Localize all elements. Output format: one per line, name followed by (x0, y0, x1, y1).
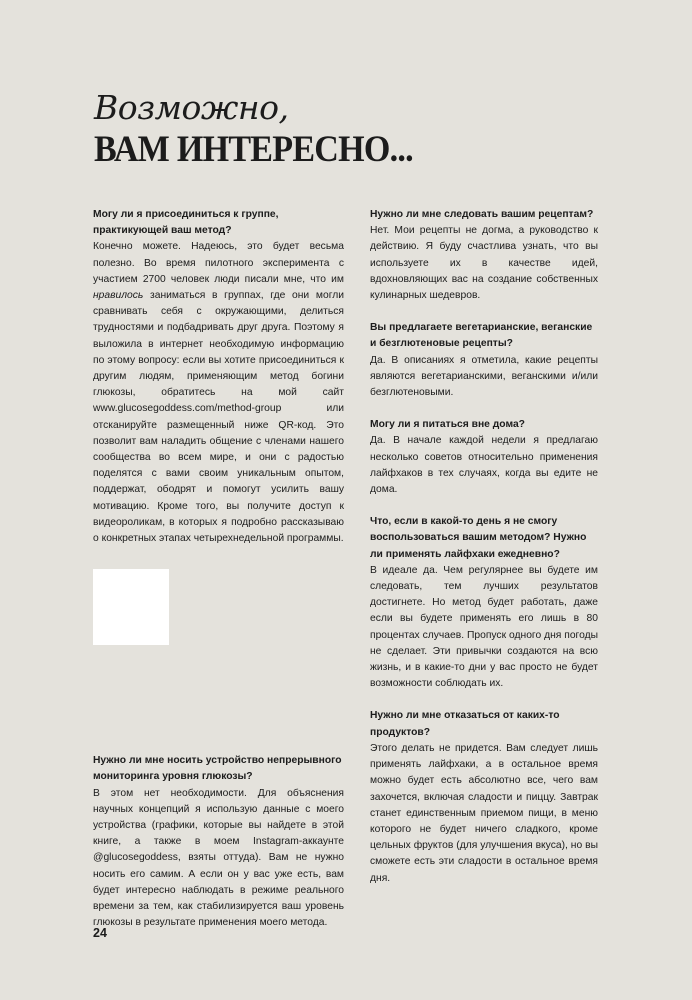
faq-item-give-up-foods (370, 708, 598, 886)
faq-answer: В идеале да. Чем регулярнее вы будете им следовать, тем лучших результатов достигнете. Но метод будет работать, даже если вы будете применять его лишь в 80 процентах случаев. Пропуск одного дня погоды не сделает. Эти привычки создаются на всю жизнь, и в какие-то дни у вас просто не будет возможности соблюдать их. (370, 564, 598, 690)
heading-line-1: Возможно, (94, 88, 289, 127)
faq-item-eating-out (370, 417, 598, 498)
faq-item-recipes (370, 207, 598, 304)
answer-text: заниматься в группах, где они могли сравнивать себя с окружающими, делиться трудностями и подбадривать друг друга. Поэтому я выложила в интернет необходимую информацию по этому вопросу: если вы хотите присоединиться к другим людям, применяющим метод богини глюкозы, обратитесь на мой сайт www.glucosegoddess.com/method-group или отсканируйте размещенный ниже QR-код. Это позволит вам наладить общение с членами нашего сообщества во всем мире, и они с радостью поделятся с вами своим уникальным опытом, поддержат, ободрят и помогут усилить вашу мотивацию. Кроме того, вы получите доступ к видеороликам, в которых я подробно рассказываю о конкретных этапах четырехнедельной программы. (93, 290, 344, 545)
right-column (370, 207, 598, 887)
faq-answer (93, 239, 344, 547)
qr-code-placeholder (93, 569, 169, 645)
faq-question: Нужно ли мне следовать вашим рецептам? (370, 209, 594, 220)
faq-question: Могу ли я присоединиться к группе, практикующей ваш метод? (93, 209, 279, 237)
faq-item-glucose-monitor (93, 753, 344, 931)
faq-answer: Этого делать не придется. Вам следует лишь применять лайфхаки, а в остальное время можно будет есть абсолютно все, чего вам захочется, включая сладости и пиццу. Завтрак станет единственным приемом пищи, в меню которого не будет ничего сладкого, кроме цельных фруктов (для улучшения вкуса), но вы сможете есть эти сладости в остальное время дня. (370, 742, 598, 884)
page-heading (94, 88, 441, 172)
left-column (93, 207, 344, 932)
faq-answer: Нет. Мои рецепты не догма, а руководство к действию. Я буду счастлива узнать, что вы используете их в качестве идей, вдохновляющих вас на создание собственных кулинарных шедевров. (370, 225, 598, 302)
faq-answer: Да. В начале каждой недели я предлагаю несколько советов относительно применения лайфхаков в тех случаях, когда вы едите не дома. (370, 435, 598, 496)
faq-item-daily-hacks (370, 514, 598, 692)
faq-item-join-group (93, 207, 344, 547)
faq-question: Что, если в какой-то день я не смогу воспользоваться вашим методом? Нужно ли применять лайфхаки ежедневно? (370, 516, 587, 560)
faq-question: Могу ли я питаться вне дома? (370, 419, 525, 431)
heading-line-2: ВАМ ИНТЕРЕСНО... (94, 129, 413, 170)
answer-text: Конечно можете. Надеюсь, это будет весьма полезно. Во время пилотного эксперимента с участием 2700 человек люди писали мне, что им (93, 241, 344, 285)
faq-answer: Да. В описаниях я отметила, какие рецепты являются вегетарианскими, веганскими и/или безглютеновыми. (370, 354, 598, 399)
answer-emphasis: нравилось (93, 290, 144, 302)
page-number: 24 (93, 926, 107, 940)
faq-question: Вы предлагаете вегетарианские, веганские и безглютеновые рецепты? (370, 322, 593, 350)
faq-answer: В этом нет необходимости. Для объяснения научных концепций я использую данные с моего устройства (графики, которые вы найдете в этой книге, а также в моем Instagram-аккаунте @glucosegoddess, взяты оттуда). Вам не нужно носить его самим. А если он у вас уже есть, вам будет интересно наблюдать в режиме реального времени за тем, как стабилизируется ваш уровень глюкозы в результате применения моего метода. (93, 787, 344, 929)
faq-question: Нужно ли мне отказаться от каких-то продуктов? (370, 710, 560, 738)
faq-question: Нужно ли мне носить устройство непрерывного мониторинга уровня глюкозы? (93, 755, 342, 783)
faq-item-vegetarian (370, 320, 598, 401)
